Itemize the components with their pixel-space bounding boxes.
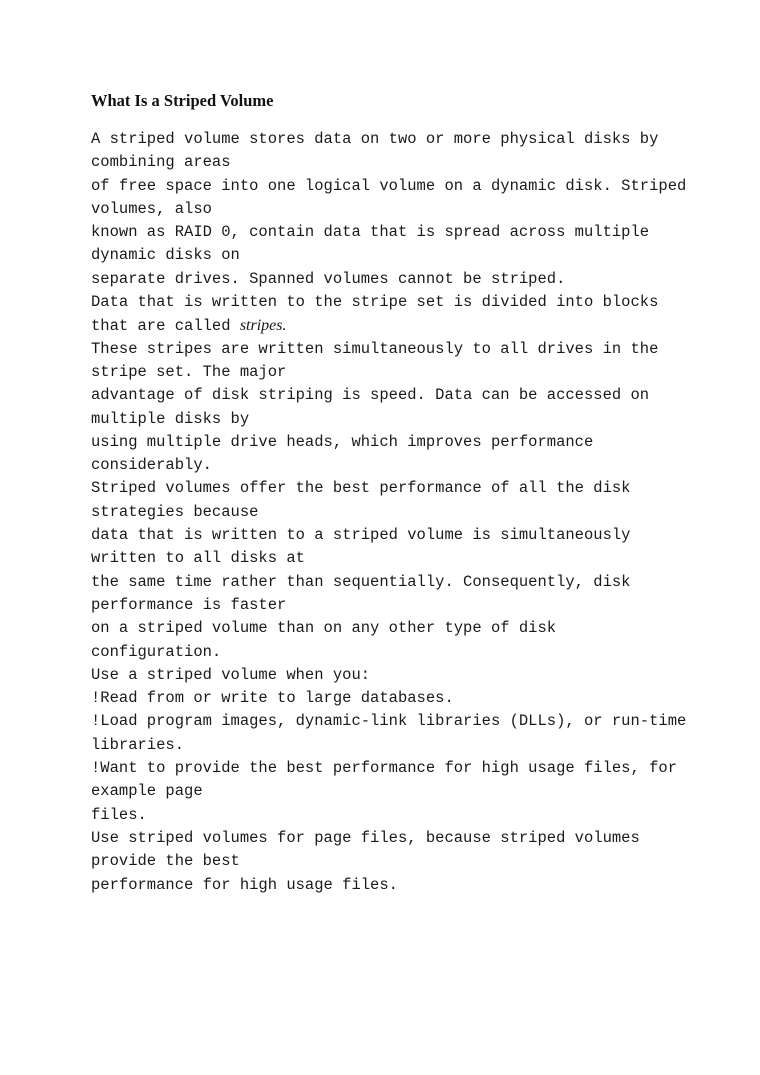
body-line: performance is faster <box>91 595 287 614</box>
body-line: These stripes are written simultaneously to all drives in the <box>91 339 659 358</box>
body-line: A striped volume stores data on two or more physical disks by <box>91 130 659 148</box>
document-body <box>91 128 701 897</box>
body-line: performance for high usage files. <box>91 875 398 894</box>
body-line: considerably. <box>91 456 212 475</box>
body-line: data that is written to a striped volume is simultaneously <box>91 526 631 545</box>
body-line: dynamic disks on <box>91 246 240 265</box>
body-line: on a striped volume than on any other type of disk <box>91 619 557 638</box>
bullet-item: !Read from or write to large databases. <box>91 689 454 708</box>
body-line: Data that is written to the stripe set is divided into blocks <box>91 293 659 312</box>
body-line: written to all disks at <box>91 549 305 568</box>
body-line: separate drives. Spanned volumes cannot be striped. <box>91 269 566 288</box>
emphasis-stripes: stripes. <box>239 317 287 335</box>
body-line: of free space into one logical volume on a dynamic disk. Striped <box>91 176 687 195</box>
body-line: configuration. <box>91 642 222 661</box>
body-line: strategies because <box>91 502 259 521</box>
body-line-with-emphasis <box>91 314 701 337</box>
body-line: known as RAID 0, contain data that is spread across multiple <box>91 223 650 242</box>
bullet-item: !Load program images, dynamic-link libraries (DLLs), or run-time <box>91 712 687 731</box>
bullet-item-continuation: libraries. <box>91 735 185 754</box>
body-line-text: that are called <box>91 317 240 336</box>
bullet-item: !Want to provide the best performance for high usage files, for <box>91 759 677 778</box>
body-line: Striped volumes offer the best performance of all the disk <box>91 479 631 498</box>
bullet-item-continuation: example page <box>91 782 203 801</box>
body-line: Use striped volumes for page files, because striped volumes <box>91 828 640 847</box>
body-line: advantage of disk striping is speed. Data can be accessed on <box>91 386 650 405</box>
body-line: combining areas <box>91 153 231 172</box>
body-line: volumes, also <box>91 199 212 218</box>
body-line: provide the best <box>91 852 240 871</box>
body-line: multiple disks by <box>91 409 250 428</box>
body-line: Use a striped volume when you: <box>91 665 371 684</box>
bullet-item-continuation: files. <box>91 805 147 824</box>
body-line: using multiple drive heads, which improves performance <box>91 432 594 451</box>
document-title: What Is a Striped Volume <box>91 91 274 110</box>
body-line: the same time rather than sequentially. Consequently, disk <box>91 572 631 591</box>
body-line: stripe set. The major <box>91 362 287 381</box>
